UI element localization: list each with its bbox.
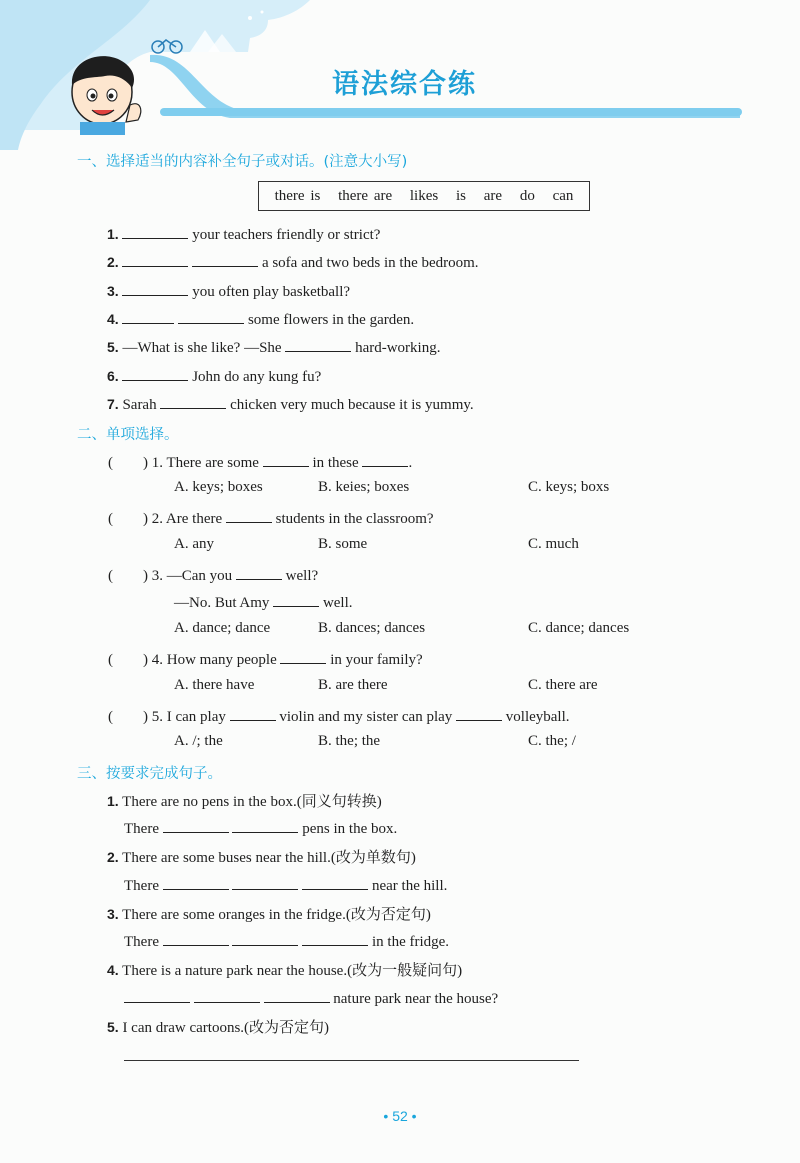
answer-parens[interactable]: ( )	[108, 455, 148, 471]
answer-end: in the fridge.	[371, 934, 450, 950]
item-number: 1.	[107, 793, 119, 809]
answer-line[interactable]	[124, 1060, 579, 1061]
option-a[interactable]: A. /; the	[174, 733, 223, 749]
page-number: • 52 •	[383, 1108, 417, 1124]
s2-question-3	[108, 564, 318, 585]
item-number: 3.	[107, 906, 119, 922]
question-text: 5. I can play	[151, 709, 226, 725]
answer-parens[interactable]: ( )	[108, 568, 148, 584]
answer-blank[interactable]	[122, 281, 188, 296]
answer-blank[interactable]	[163, 818, 229, 833]
s2-question-5	[108, 705, 570, 726]
option-b[interactable]: B. the; the	[318, 733, 381, 749]
page-title: 语法综合练	[332, 69, 477, 100]
s1-item-3	[107, 281, 350, 301]
section-1-heading: 一、选择适当的内容补全句子或对话。(注意大小写)	[77, 154, 408, 170]
answer-start: There	[124, 878, 159, 894]
word-bank-item: is	[455, 188, 466, 204]
answer-blank[interactable]	[192, 252, 258, 267]
item-number: 5.	[107, 339, 119, 355]
item-text: some flowers in the garden.	[247, 312, 415, 328]
answer-blank[interactable]	[285, 337, 351, 352]
item-text: your teachers friendly or strict?	[192, 227, 381, 243]
question-text: in your family?	[330, 652, 423, 668]
item-text: John do any kung fu?	[192, 369, 322, 385]
item-prompt: There are no pens in the box.(同义句转换)	[122, 794, 382, 810]
option-b[interactable]: B. dances; dances	[318, 620, 426, 636]
s3-item-2-answer	[124, 875, 447, 895]
answer-blank[interactable]	[226, 508, 272, 523]
s3-item-3-prompt	[107, 903, 431, 924]
s1-item-7	[107, 394, 474, 414]
word-bank	[258, 181, 590, 211]
word-bank-item: likes	[409, 188, 439, 204]
s1-item-1	[107, 224, 380, 244]
option-c[interactable]: C. dance; dances	[528, 620, 630, 636]
item-number: 6.	[107, 368, 119, 384]
answer-blank[interactable]	[302, 931, 368, 946]
question-text: in these	[312, 455, 359, 471]
option-a[interactable]: A. there have	[174, 677, 255, 693]
s3-item-4-prompt	[107, 959, 462, 980]
option-b[interactable]: B. are there	[318, 677, 388, 693]
item-text: chicken very much because it is yummy.	[230, 397, 474, 413]
item-number: 2.	[107, 254, 119, 270]
question-text: violin and my sister can play	[279, 709, 453, 725]
s3-item-1-prompt	[107, 790, 382, 811]
question-text: 3. —Can you	[151, 568, 233, 584]
answer-blank[interactable]	[232, 931, 298, 946]
item-number: 4.	[107, 962, 119, 978]
question-text: well.	[322, 595, 353, 611]
item-prompt: There are some buses near the hill.(改为单数句)	[122, 850, 416, 866]
s1-item-2	[107, 252, 479, 272]
s3-item-3-answer	[124, 931, 449, 951]
option-c[interactable]: C. there are	[528, 677, 598, 693]
item-prompt: There is a nature park near the house.(改为一般疑问句)	[122, 963, 463, 979]
answer-parens[interactable]: ( )	[108, 652, 148, 668]
word-bank-item: there are	[338, 188, 393, 204]
s3-item-4-answer	[124, 988, 498, 1008]
question-text: 1. There are some	[151, 455, 259, 471]
answer-blank[interactable]	[160, 394, 226, 409]
answer-blank[interactable]	[178, 309, 244, 324]
item-number: 2.	[107, 849, 119, 865]
answer-end: nature park near the house?	[333, 991, 499, 1007]
s3-item-5-prompt	[107, 1016, 329, 1037]
s2-question-2	[108, 507, 434, 528]
section-2-heading: 二、单项选择。	[77, 427, 179, 443]
answer-blank[interactable]	[263, 452, 309, 467]
question-text: .	[408, 455, 413, 471]
answer-blank[interactable]	[163, 931, 229, 946]
option-c[interactable]: C. the; /	[528, 733, 576, 749]
section-3-heading: 三、按要求完成句子。	[77, 766, 222, 782]
option-c[interactable]: C. much	[528, 536, 579, 552]
item-text: hard-working.	[355, 340, 441, 356]
word-bank-item: are	[483, 188, 503, 204]
item-text-before: —What is she like? —She	[122, 340, 282, 356]
s3-item-1-answer	[124, 818, 397, 838]
answer-blank[interactable]	[122, 309, 174, 324]
item-text: a sofa and two beds in the bedroom.	[261, 255, 479, 271]
s1-item-4	[107, 309, 414, 329]
option-b[interactable]: B. keies; boxes	[318, 479, 410, 495]
item-prompt: I can draw cartoons.(改为否定句)	[122, 1020, 330, 1036]
answer-blank[interactable]	[122, 366, 188, 381]
question-text: volleyball.	[505, 709, 570, 725]
answer-blank[interactable]	[232, 818, 298, 833]
s1-item-5	[107, 337, 440, 357]
question-text: 2. Are there	[151, 511, 223, 527]
option-c[interactable]: C. keys; boxs	[528, 479, 610, 495]
answer-blank[interactable]	[122, 252, 188, 267]
answer-blank[interactable]	[302, 875, 368, 890]
cartoon-boy-avatar	[60, 50, 155, 135]
question-text: well?	[285, 568, 319, 584]
option-a[interactable]: A. keys; boxes	[174, 479, 263, 495]
answer-end: near the hill.	[371, 878, 448, 894]
answer-start: There	[124, 934, 159, 950]
option-b[interactable]: B. some	[318, 536, 368, 552]
s3-item-2-prompt	[107, 846, 416, 867]
s2-question-4	[108, 648, 423, 669]
item-number: 5.	[107, 1019, 119, 1035]
answer-blank[interactable]	[230, 706, 276, 721]
answer-blank[interactable]	[163, 875, 229, 890]
answer-blank[interactable]	[264, 988, 330, 1003]
item-prompt: There are some oranges in the fridge.(改为否定句)	[122, 907, 431, 923]
word-bank-item: can	[552, 188, 574, 204]
word-bank-item: do	[519, 188, 535, 204]
answer-blank[interactable]	[280, 649, 326, 664]
answer-parens[interactable]: ( )	[108, 511, 148, 527]
question-text: —No. But Amy	[174, 595, 270, 611]
option-a[interactable]: A. any	[174, 536, 214, 552]
word-bank-item: there is	[274, 188, 321, 204]
item-text-before: Sarah	[122, 397, 157, 413]
item-number: 1.	[107, 226, 119, 242]
s2-question-1	[108, 451, 412, 472]
option-a[interactable]: A. dance; dance	[174, 620, 271, 636]
answer-blank[interactable]	[456, 706, 502, 721]
answer-start: There	[124, 821, 159, 837]
answer-blank[interactable]	[273, 592, 319, 607]
item-number: 4.	[107, 311, 119, 327]
answer-blank[interactable]	[362, 452, 408, 467]
answer-end: pens in the box.	[302, 821, 398, 837]
item-number: 3.	[107, 283, 119, 299]
answer-parens[interactable]: ( )	[108, 709, 148, 725]
answer-blank[interactable]	[124, 988, 190, 1003]
item-text: you often play basketball?	[192, 284, 351, 300]
answer-blank[interactable]	[232, 875, 298, 890]
s2-question-3-reply	[174, 592, 353, 612]
item-number: 7.	[107, 396, 119, 412]
answer-blank[interactable]	[122, 224, 188, 239]
answer-blank[interactable]	[236, 565, 282, 580]
s1-item-6	[107, 366, 321, 386]
question-text: students in the classroom?	[275, 511, 434, 527]
question-text: 4. How many people	[151, 652, 277, 668]
answer-blank[interactable]	[194, 988, 260, 1003]
